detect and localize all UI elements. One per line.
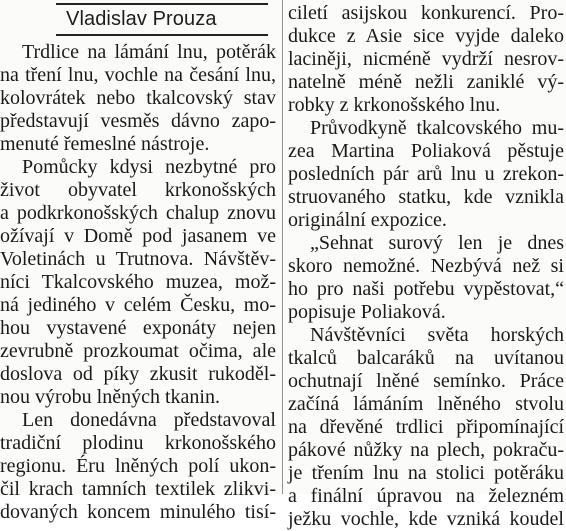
left-column-text — [0, 41, 278, 524]
text-line: originální expozice. — [288, 209, 447, 231]
text-line: menuté řemeslné nástroje. — [0, 133, 210, 155]
text-line: ježku vochle, kde vzniká koudel — [288, 508, 564, 530]
text-line: doslova od píky zkusit rukoděl- — [0, 363, 276, 385]
text-line: tradiční plodinu krkonošského — [0, 432, 276, 454]
text-line: níci Tkalcovského muzea, mož- — [0, 271, 276, 293]
text-line: ciletí asijskou konkurencí. Pro- — [288, 2, 564, 24]
text-line: ná jediného v celém Česku, mo- — [0, 294, 276, 316]
text-line: Len donedávna představoval — [22, 409, 276, 431]
text-line: laciněji, nicméně vydrží nesrov- — [288, 48, 564, 70]
right-column-text — [288, 2, 566, 531]
text-line: Pomůcky kdysi nezbytné pro — [22, 156, 276, 178]
text-line: struovaného statku, kde vznikla — [288, 186, 564, 208]
text-line: zevrubně prozkoumat očima, ale — [0, 340, 276, 362]
text-line: kolovrátek nebo tkalcovský stav — [0, 87, 276, 109]
text-line: pákové nůžky na plech, pokraču- — [288, 439, 564, 461]
text-line: na tření lnu, vochle na česání lnu, — [0, 64, 276, 86]
text-line: posledních pár arů lnu u zrekon- — [288, 163, 564, 185]
text-line: začíná lámáním lněného stvolu — [288, 393, 564, 415]
text-line: čil krach tamních textilek zlikvi- — [0, 478, 276, 500]
text-line: „Sehnat surový len je dnes — [310, 232, 564, 254]
text-line: představují vesměs dávno zapo- — [0, 110, 276, 132]
column-divider — [282, 0, 283, 494]
text-line: natelně méně nežli zaniklé vý- — [288, 71, 564, 93]
text-line: ho pro naši potřebu vypěstovat,“ — [288, 278, 564, 300]
text-line: Trdlice na lámání lnu, potěrák — [22, 41, 276, 63]
text-line: popisuje Poliaková. — [288, 301, 446, 323]
text-line: Návštěvníci světa horských — [310, 324, 564, 346]
byline-rule-top — [56, 3, 268, 5]
author-byline: Vladislav Prouza — [66, 8, 217, 30]
article-column-left — [0, 0, 278, 523]
text-line: robky z krkonošského lnu. — [288, 94, 501, 116]
text-line: a finální úpravou na železném — [288, 485, 564, 507]
text-line: život obyvatel krkonošských — [0, 179, 276, 201]
article-column-right — [288, 0, 566, 530]
text-line: na dřevěné trdlici připomínající — [288, 416, 564, 438]
text-line: hou vystavené exponáty nejen — [0, 317, 276, 339]
text-line: skoro nemožné. Nezbývá než si — [288, 255, 564, 277]
byline-rule-bottom — [56, 34, 268, 36]
text-line: Průvodkyně tkalcovského mu- — [310, 117, 564, 139]
text-line: a podkrkonošských chalup znovu — [0, 202, 276, 224]
text-line: regionu. Éru lněných polí ukon- — [0, 455, 276, 477]
text-line: dukce z Asie sice vyjde daleko — [288, 25, 564, 47]
text-line: tkalců balcaráků na uvítanou — [288, 347, 564, 369]
text-line: zea Martina Poliaková pěstuje — [288, 140, 564, 162]
text-line: Voletinách u Trutnova. Návštěv- — [0, 248, 276, 270]
text-line: je třením lnu na stolici potěráku — [288, 462, 564, 484]
text-line: nou výrobu lněných tkanin. — [0, 386, 220, 408]
text-line: ochutnají lněné semínko. Práce — [288, 370, 564, 392]
text-line: ožívají v Domě pod jasanem ve — [0, 225, 276, 247]
text-line: dovaných koncem minulého tisí- — [0, 501, 276, 523]
